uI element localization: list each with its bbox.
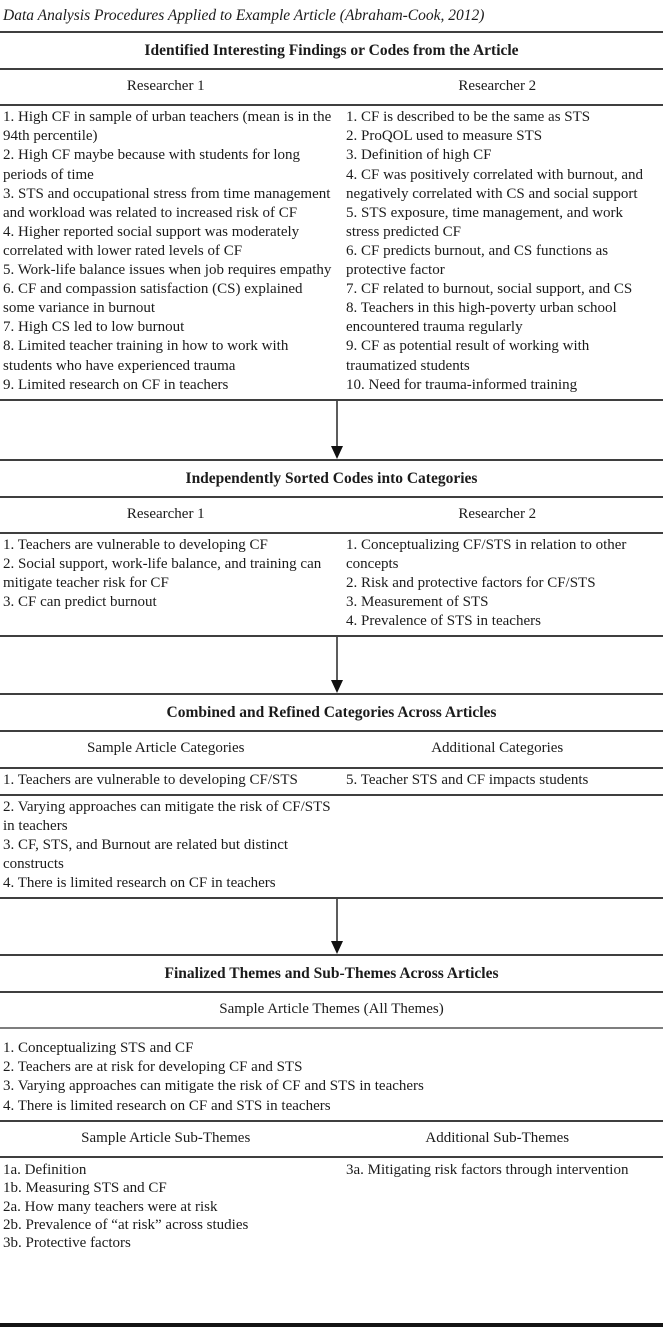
combined-row-1 <box>0 769 663 794</box>
flow-connector <box>0 401 663 459</box>
themes-list <box>0 1029 663 1119</box>
down-arrow-icon <box>330 899 344 954</box>
list-item: 2. Risk and protective factors for CF/STS <box>346 575 596 592</box>
list-item: 4. CF was positively correlated with burnout, and negatively correlated with CS and social support <box>346 166 644 202</box>
list-item: 2. Social support, work-life balance, and training can mitigate teacher risk for CF <box>3 555 322 592</box>
list-item: 2. High CF maybe because with students for long periods of time <box>3 147 301 183</box>
page-bottom-border <box>0 1323 663 1327</box>
list-item: 4. There is limited research on CF in teachers <box>3 875 276 891</box>
themes-header: Sample Article Themes (All Themes) <box>219 1001 444 1018</box>
researcher1-categories <box>0 534 338 616</box>
list-item: 3. Varying approaches can mitigate the risk of CF and STS in teachers <box>3 1078 424 1095</box>
list-item: 1. CF is described to be the same as STS <box>346 109 591 126</box>
list-item: 1a. Definition <box>3 1161 87 1178</box>
list-item: 1. Conceptualizing STS and CF <box>3 1040 194 1057</box>
sample-subthemes <box>0 1158 338 1255</box>
section-categories-table <box>0 459 663 638</box>
list-item: 8. Limited teacher training in how to work with students who have experienced trauma <box>3 338 289 374</box>
list-item: 5. Work-life balance issues when job requires empathy <box>3 262 332 279</box>
list-item: 3a. Mitigating risk factors through intervention <box>346 1161 629 1178</box>
list-item: 7. High CS led to low burnout <box>3 319 185 336</box>
researcher2-categories <box>338 534 663 635</box>
document-title: Data Analysis Procedures Applied to Example Article (Abraham-Cook, 2012) <box>3 7 485 24</box>
column-header-sample-categories: Sample Article Categories <box>87 740 245 757</box>
column-header-researcher2: Researcher 2 <box>458 78 537 95</box>
list-item: 2. Varying approaches can mitigate the risk of CF/STS in teachers <box>3 798 331 834</box>
column-header-row <box>0 498 663 532</box>
section-title: Finalized Themes and Sub-Themes Across Articles <box>164 965 499 983</box>
column-header-researcher1: Researcher 1 <box>126 505 205 522</box>
down-arrow-icon <box>330 401 344 459</box>
subthemes-content <box>0 1158 663 1255</box>
list-item: 3. Measurement of STS <box>346 594 489 611</box>
additional-category-cell <box>338 769 663 794</box>
column-header-additional-subthemes: Additional Sub-Themes <box>425 1129 570 1146</box>
flow-connector <box>0 899 663 954</box>
list-item: 6. CF and compassion satisfaction (CS) explained some variance in burnout <box>3 281 303 317</box>
column-header-additional-categories: Additional Categories <box>431 740 564 757</box>
categories-content <box>0 534 663 635</box>
list-item: 6. CF predicts burnout, and CS functions as protective factor <box>346 242 609 279</box>
sample-category-cell <box>0 796 338 897</box>
list-item: 4. There is limited research on CF and STS in teachers <box>3 1097 331 1114</box>
column-header-row <box>0 70 663 104</box>
list-item: 3. STS and occupational stress from time management and workload was related to increased risk of CF <box>3 185 331 221</box>
section-combined-table <box>0 693 663 899</box>
section-themes-table <box>0 954 663 1255</box>
section-title: Independently Sorted Codes into Categories <box>185 469 478 487</box>
section-title: Combined and Refined Categories Across Articles <box>166 704 497 722</box>
list-item: 9. Limited research on CF in teachers <box>3 376 229 393</box>
findings-content <box>0 106 663 398</box>
column-header-researcher2: Researcher 2 <box>458 505 537 522</box>
list-item: 1. Teachers are vulnerable to developing CF/STS <box>3 771 298 788</box>
list-item: 9. CF as potential result of working with traumatized students <box>346 338 590 374</box>
list-item: 3. CF, STS, and Burnout are related but distinct constructs <box>3 836 289 872</box>
list-item: 1b. Measuring STS and CF <box>3 1180 167 1197</box>
list-item: 8. Teachers in this high-poverty urban school encountered trauma regularly <box>346 300 617 336</box>
list-item: 2b. Prevalence of “at risk” across studies <box>3 1216 249 1233</box>
list-item: 5. Teacher STS and CF impacts students <box>346 771 589 788</box>
column-header-row <box>0 732 663 766</box>
list-item: 3b. Protective factors <box>3 1235 131 1252</box>
flow-connector <box>0 637 663 693</box>
list-item: 1. Teachers are vulnerable to developing CF <box>3 536 268 553</box>
list-item: 1. High CF in sample of urban teachers (mean is in the 94th percentile) <box>3 109 332 145</box>
researcher1-findings <box>0 106 338 398</box>
sample-category-cell <box>0 769 338 794</box>
list-item: 5. STS exposure, time management, and work stress predicted CF <box>346 204 624 240</box>
subtheme-header-row <box>0 1122 663 1156</box>
list-item: 2a. How many teachers were at risk <box>3 1198 218 1215</box>
list-item: 3. Definition of high CF <box>346 147 492 164</box>
additional-subthemes <box>338 1158 663 1181</box>
combined-row-2 <box>0 796 663 897</box>
column-header-researcher1: Researcher 1 <box>126 78 205 95</box>
section-title: Identified Interesting Findings or Codes from the Article <box>144 42 519 60</box>
themes-header-row <box>0 993 663 1027</box>
list-item: 2. ProQOL used to measure STS <box>346 128 543 145</box>
list-item: 7. CF related to burnout, social support, and CS <box>346 281 633 298</box>
list-item: 2. Teachers are at risk for developing CF and STS <box>3 1059 303 1076</box>
list-item: 3. CF can predict burnout <box>3 594 157 611</box>
researcher2-findings <box>338 106 663 398</box>
down-arrow-icon <box>330 637 344 693</box>
column-header-sample-subthemes: Sample Article Sub-Themes <box>81 1129 251 1146</box>
list-item: 1. Conceptualizing CF/STS in relation to other concepts <box>346 536 627 572</box>
section-findings-table <box>0 31 663 401</box>
list-item: 10. Need for trauma-informed training <box>346 376 578 393</box>
list-item: 4. Prevalence of STS in teachers <box>346 613 541 630</box>
additional-category-cell <box>338 796 663 802</box>
list-item: 4. Higher reported social support was moderately correlated with lower rated levels of CF <box>3 223 300 259</box>
